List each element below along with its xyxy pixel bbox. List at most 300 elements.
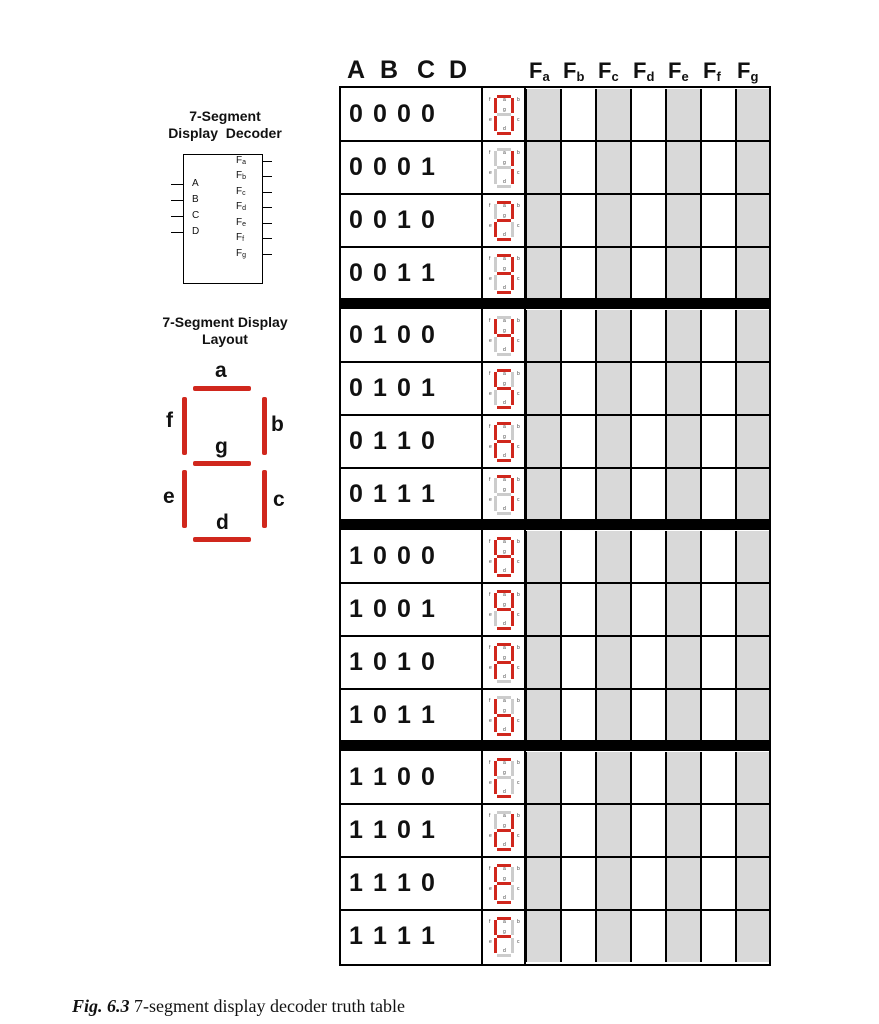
digit-segment-mark-a: a — [503, 256, 506, 262]
digit-segment-g — [497, 608, 511, 611]
input-bits-cell — [340, 690, 480, 741]
digit-segment-f — [494, 204, 497, 219]
digit-segment-b — [511, 425, 514, 440]
output-cell[interactable] — [630, 690, 665, 741]
output-cell[interactable] — [700, 416, 735, 467]
segment-c-label: c — [273, 488, 285, 511]
output-cell[interactable] — [700, 310, 735, 361]
output-cell[interactable] — [560, 416, 595, 467]
digit-segment-mark-c: c — [517, 833, 520, 839]
digit-segment-f — [494, 319, 497, 334]
digit-segment-mark-g: g — [503, 213, 506, 219]
digit-display — [482, 752, 525, 803]
digit-segment-e — [494, 885, 497, 900]
output-cell[interactable] — [735, 195, 769, 246]
digit-segment-mark-d: d — [503, 727, 506, 733]
digit-segment-mark-c: c — [517, 559, 520, 565]
output-cell[interactable] — [735, 531, 769, 582]
decoder-output-label-base: F — [236, 217, 243, 228]
output-cell[interactable] — [630, 531, 665, 582]
input-bit: 1 — [397, 259, 411, 287]
input-bit: 1 — [421, 816, 435, 844]
display-cell — [482, 637, 525, 688]
display-cell — [482, 142, 525, 193]
output-cell[interactable] — [700, 469, 735, 520]
input-bit: 0 — [373, 701, 387, 729]
display-cell — [482, 310, 525, 361]
output-cell[interactable] — [735, 690, 769, 741]
output-cell[interactable] — [735, 637, 769, 688]
output-cell[interactable] — [665, 911, 700, 962]
display-cell — [482, 531, 525, 582]
table-row — [339, 583, 771, 635]
table-row — [339, 247, 771, 299]
output-cell[interactable] — [595, 416, 630, 467]
digit-segment-mark-f: f — [489, 424, 491, 430]
digit-segment-b — [511, 593, 514, 608]
input-bit: 1 — [349, 763, 363, 791]
input-bit: 0 — [373, 153, 387, 181]
output-cell[interactable] — [630, 248, 665, 299]
digit-segment-c — [511, 169, 514, 184]
digit-segment-mark-g: g — [503, 823, 506, 829]
output-cell[interactable] — [735, 416, 769, 467]
input-bit: 1 — [397, 648, 411, 676]
digit-segment-f — [494, 814, 497, 829]
output-cell[interactable] — [630, 637, 665, 688]
digit-segment-b — [511, 319, 514, 334]
decoder-input-pin — [171, 216, 183, 217]
output-cell[interactable] — [700, 858, 735, 909]
digit-display — [482, 89, 525, 140]
output-cell[interactable] — [700, 195, 735, 246]
output-column-header-sub: b — [576, 69, 585, 84]
digit-segment-c — [511, 664, 514, 679]
output-cell[interactable] — [665, 584, 700, 635]
decoder-output-pin — [262, 207, 272, 208]
digit-segment-mark-g: g — [503, 549, 506, 555]
output-cell[interactable] — [525, 690, 560, 741]
digit-segment-g — [497, 219, 511, 222]
output-cell[interactable] — [595, 805, 630, 856]
digit-segment-mark-b: b — [517, 813, 520, 819]
output-column-header-sub: d — [646, 69, 655, 84]
output-cell[interactable] — [560, 752, 595, 803]
digit-segment-mark-b: b — [517, 256, 520, 262]
output-cell[interactable] — [700, 363, 735, 414]
group-separator — [339, 740, 771, 751]
digit-segment-mark-b: b — [517, 919, 520, 925]
output-cell[interactable] — [560, 584, 595, 635]
output-cell[interactable] — [595, 637, 630, 688]
input-bit: 0 — [397, 153, 411, 181]
input-bit: 0 — [397, 542, 411, 570]
output-cell[interactable] — [665, 531, 700, 582]
input-bits-cell — [340, 363, 480, 414]
decoder-input-pin — [171, 232, 183, 233]
digit-segment-mark-d: d — [503, 674, 506, 680]
input-bit: 0 — [397, 321, 411, 349]
table-row — [339, 194, 771, 246]
digit-segment-mark-a: a — [503, 203, 506, 209]
figure-caption-text: 7-segment display decoder truth table — [134, 996, 405, 1016]
output-cell[interactable] — [525, 531, 560, 582]
output-cell[interactable] — [630, 805, 665, 856]
digit-segment-mark-f: f — [489, 256, 491, 262]
input-bit: 1 — [397, 869, 411, 897]
output-cell[interactable] — [665, 248, 700, 299]
decoder-output-label-base: F — [236, 155, 243, 166]
output-cell[interactable] — [665, 310, 700, 361]
output-cell[interactable] — [700, 248, 735, 299]
output-cell[interactable] — [595, 584, 630, 635]
digit-segment-mark-d: d — [503, 568, 506, 574]
output-column-header-base: F — [529, 58, 543, 83]
output-cell[interactable] — [595, 752, 630, 803]
output-cell[interactable] — [560, 310, 595, 361]
output-cell[interactable] — [630, 142, 665, 193]
output-cell[interactable] — [595, 142, 630, 193]
table-row — [339, 309, 771, 361]
output-cell[interactable] — [665, 637, 700, 688]
digit-segment-mark-c: c — [517, 665, 520, 671]
digit-segment-mark-e: e — [489, 780, 492, 786]
input-bits-cell — [340, 637, 480, 688]
decoder-output-label — [236, 170, 246, 183]
digit-segment-mark-a: a — [503, 97, 506, 103]
output-cell[interactable] — [735, 310, 769, 361]
output-cell[interactable] — [665, 416, 700, 467]
output-cell[interactable] — [525, 416, 560, 467]
output-cell[interactable] — [735, 89, 769, 140]
input-bit: 0 — [421, 427, 435, 455]
digit-segment-c — [511, 443, 514, 458]
display-cell — [482, 195, 525, 246]
output-cell[interactable] — [560, 89, 595, 140]
input-bits-cell — [340, 416, 480, 467]
output-cell[interactable] — [630, 584, 665, 635]
digit-segment-mark-e: e — [489, 612, 492, 618]
digit-segment-f — [494, 478, 497, 493]
output-cell[interactable] — [735, 584, 769, 635]
digit-segment-mark-c: c — [517, 886, 520, 892]
output-cell[interactable] — [560, 637, 595, 688]
digit-segment-b — [511, 372, 514, 387]
output-cell[interactable] — [525, 248, 560, 299]
digit-display — [482, 416, 525, 467]
table-row — [339, 468, 771, 520]
decoder-output-label-sub: d — [242, 205, 247, 212]
digit-segment-d — [497, 954, 511, 957]
output-cell[interactable] — [665, 89, 700, 140]
digit-segment-mark-e: e — [489, 718, 492, 724]
input-bit: 0 — [421, 648, 435, 676]
digit-segment-mark-f: f — [489, 150, 491, 156]
output-cell[interactable] — [665, 752, 700, 803]
input-bits-cell — [340, 752, 480, 803]
output-cell[interactable] — [595, 690, 630, 741]
decoder-output-label-sub: b — [242, 174, 247, 181]
decoder-input-label: A — [192, 178, 199, 189]
digit-display — [482, 469, 525, 520]
digit-segment-d — [497, 353, 511, 356]
output-cell[interactable] — [630, 195, 665, 246]
digit-segment-mark-g: g — [503, 929, 506, 935]
digit-segment-mark-b: b — [517, 97, 520, 103]
output-cell[interactable] — [665, 195, 700, 246]
digit-segment-b — [511, 814, 514, 829]
output-cell[interactable] — [735, 469, 769, 520]
output-cell[interactable] — [525, 911, 560, 962]
output-cell[interactable] — [630, 469, 665, 520]
digit-segment-mark-a: a — [503, 760, 506, 766]
digit-display — [482, 858, 525, 909]
table-row — [339, 636, 771, 688]
input-bit: 1 — [373, 480, 387, 508]
digit-segment-mark-c: c — [517, 391, 520, 397]
digit-segment-mark-e: e — [489, 886, 492, 892]
output-cell[interactable] — [700, 584, 735, 635]
output-cell[interactable] — [630, 858, 665, 909]
output-cell[interactable] — [560, 805, 595, 856]
input-bit: 1 — [373, 816, 387, 844]
decoder-output-label-sub: e — [242, 221, 247, 228]
output-cell[interactable] — [525, 637, 560, 688]
output-cell[interactable] — [700, 752, 735, 803]
output-cell[interactable] — [560, 248, 595, 299]
digit-segment-mark-g: g — [503, 381, 506, 387]
digit-segment-mark-b: b — [517, 318, 520, 324]
decoder-input-label: C — [192, 210, 200, 221]
output-cell[interactable] — [665, 363, 700, 414]
output-cell[interactable] — [525, 584, 560, 635]
output-cell[interactable] — [595, 89, 630, 140]
digit-segment-mark-g: g — [503, 328, 506, 334]
digit-display — [482, 310, 525, 361]
output-cell[interactable] — [665, 858, 700, 909]
input-bit: 1 — [397, 701, 411, 729]
digit-segment-mark-e: e — [489, 665, 492, 671]
segment-e-label: e — [163, 485, 175, 508]
digit-segment-mark-f: f — [489, 371, 491, 377]
output-cell[interactable] — [630, 416, 665, 467]
digit-segment-b — [511, 761, 514, 776]
digit-segment-b — [511, 478, 514, 493]
input-bit: 0 — [421, 869, 435, 897]
input-bit: 0 — [397, 763, 411, 791]
input-bit: 0 — [373, 542, 387, 570]
digit-segment-b — [511, 151, 514, 166]
output-cell[interactable] — [525, 752, 560, 803]
input-bit: 0 — [373, 595, 387, 623]
output-cell[interactable] — [700, 805, 735, 856]
output-cell[interactable] — [525, 469, 560, 520]
digit-segment-mark-e: e — [489, 223, 492, 229]
output-cell[interactable] — [595, 363, 630, 414]
digit-segment-c — [511, 885, 514, 900]
output-cell[interactable] — [595, 911, 630, 962]
segment-b-label: b — [271, 413, 284, 436]
decoder-title-line1: 7-Segment — [189, 108, 261, 124]
output-cell[interactable] — [630, 310, 665, 361]
decoder-output-label — [236, 232, 244, 245]
input-bit: 1 — [397, 427, 411, 455]
table-row — [339, 751, 771, 803]
decoder-output-label-sub: a — [242, 159, 247, 166]
segment-c — [262, 470, 267, 528]
decoder-output-label — [236, 201, 246, 214]
output-cell[interactable] — [630, 89, 665, 140]
output-cell[interactable] — [700, 637, 735, 688]
segment-d — [193, 537, 251, 542]
digit-segment-b — [511, 204, 514, 219]
decoder-output-label-base: F — [236, 201, 243, 212]
output-cell[interactable] — [560, 858, 595, 909]
output-column-header-base: F — [563, 58, 577, 83]
output-cell[interactable] — [595, 469, 630, 520]
display-output-divider — [524, 86, 526, 966]
output-cell[interactable] — [665, 469, 700, 520]
output-cell[interactable] — [560, 911, 595, 962]
segment-g-label: g — [215, 435, 228, 458]
output-cell[interactable] — [700, 142, 735, 193]
digit-segment-mark-b: b — [517, 760, 520, 766]
output-cell[interactable] — [735, 142, 769, 193]
output-cell[interactable] — [525, 195, 560, 246]
digit-segment-mark-a: a — [503, 477, 506, 483]
output-cell[interactable] — [735, 858, 769, 909]
digit-segment-mark-f: f — [489, 203, 491, 209]
input-bit: 0 — [373, 648, 387, 676]
decoder-output-label-base: F — [236, 232, 243, 243]
digit-segment-c — [511, 275, 514, 290]
output-cell[interactable] — [595, 248, 630, 299]
table-row — [339, 362, 771, 414]
output-cell[interactable] — [700, 690, 735, 741]
output-cell[interactable] — [525, 310, 560, 361]
digit-segment-mark-e: e — [489, 833, 492, 839]
display-cell — [482, 752, 525, 803]
output-cell[interactable] — [700, 911, 735, 962]
output-cell[interactable] — [735, 805, 769, 856]
output-cell[interactable] — [700, 89, 735, 140]
digit-segment-mark-g: g — [503, 160, 506, 166]
digit-segment-c — [511, 779, 514, 794]
output-cell[interactable] — [525, 363, 560, 414]
input-bits-cell — [340, 584, 480, 635]
digit-segment-mark-e: e — [489, 391, 492, 397]
output-column-header-sub: a — [542, 69, 550, 84]
layout-title — [150, 314, 300, 348]
figure-caption — [72, 996, 405, 1016]
digit-segment-mark-a: a — [503, 592, 506, 598]
input-bit: 0 — [397, 595, 411, 623]
input-bit: 0 — [373, 206, 387, 234]
digit-segment-f — [494, 646, 497, 661]
digit-segment-c — [511, 496, 514, 511]
output-cell[interactable] — [665, 805, 700, 856]
digit-segment-mark-g: g — [503, 655, 506, 661]
digit-segment-mark-c: c — [517, 939, 520, 945]
output-cell[interactable] — [735, 752, 769, 803]
output-cell[interactable] — [630, 363, 665, 414]
table-row — [339, 857, 771, 909]
output-cell[interactable] — [560, 142, 595, 193]
output-cell[interactable] — [525, 805, 560, 856]
output-cell[interactable] — [560, 690, 595, 741]
digit-segment-d — [497, 132, 511, 135]
input-bit: 1 — [349, 816, 363, 844]
digit-segment-d — [497, 680, 511, 683]
output-cell[interactable] — [700, 531, 735, 582]
input-bits-cell — [340, 531, 480, 582]
input-bit: 1 — [349, 595, 363, 623]
input-bits-cell — [340, 89, 480, 140]
digit-segment-f — [494, 920, 497, 935]
input-bit: 0 — [397, 100, 411, 128]
input-bits-cell — [340, 858, 480, 909]
input-bit: 1 — [421, 595, 435, 623]
digit-segment-d — [497, 574, 511, 577]
digit-segment-mark-g: g — [503, 770, 506, 776]
digit-segment-e — [494, 275, 497, 290]
digit-segment-mark-d: d — [503, 179, 506, 185]
output-cell[interactable] — [560, 363, 595, 414]
output-cell[interactable] — [595, 195, 630, 246]
output-column-header — [633, 58, 654, 89]
digit-segment-d — [497, 291, 511, 294]
output-cell[interactable] — [665, 142, 700, 193]
input-bit: 1 — [421, 259, 435, 287]
display-cell — [482, 89, 525, 140]
output-cell[interactable] — [595, 310, 630, 361]
output-cell[interactable] — [525, 142, 560, 193]
digit-segment-mark-d: d — [503, 232, 506, 238]
output-cell[interactable] — [560, 531, 595, 582]
segment-f-label: f — [166, 409, 173, 432]
input-bit: 1 — [421, 922, 435, 950]
output-cell[interactable] — [525, 89, 560, 140]
figure-label: Fig. 6.3 — [72, 996, 130, 1016]
input-bit: 0 — [421, 206, 435, 234]
digit-segment-e — [494, 169, 497, 184]
input-bits-cell — [340, 195, 480, 246]
digit-segment-b — [511, 646, 514, 661]
digit-segment-mark-f: f — [489, 477, 491, 483]
output-cell[interactable] — [595, 858, 630, 909]
output-cell[interactable] — [630, 752, 665, 803]
input-bit: 1 — [373, 427, 387, 455]
output-cell[interactable] — [560, 195, 595, 246]
digit-segment-mark-d: d — [503, 948, 506, 954]
output-cell[interactable] — [595, 531, 630, 582]
output-cell[interactable] — [560, 469, 595, 520]
digit-display — [482, 248, 525, 299]
output-cell[interactable] — [665, 690, 700, 741]
output-cell[interactable] — [735, 248, 769, 299]
output-cell[interactable] — [630, 911, 665, 962]
digit-segment-f — [494, 151, 497, 166]
digit-segment-mark-g: g — [503, 708, 506, 714]
output-cell[interactable] — [525, 858, 560, 909]
output-cell[interactable] — [735, 911, 769, 962]
digit-segment-b — [511, 257, 514, 272]
digit-segment-g — [497, 113, 511, 116]
decoder-title-line2: Display Decoder — [168, 125, 282, 141]
output-cell[interactable] — [735, 363, 769, 414]
output-column-header-base: F — [633, 58, 647, 83]
output-column-header-sub: e — [681, 69, 689, 84]
